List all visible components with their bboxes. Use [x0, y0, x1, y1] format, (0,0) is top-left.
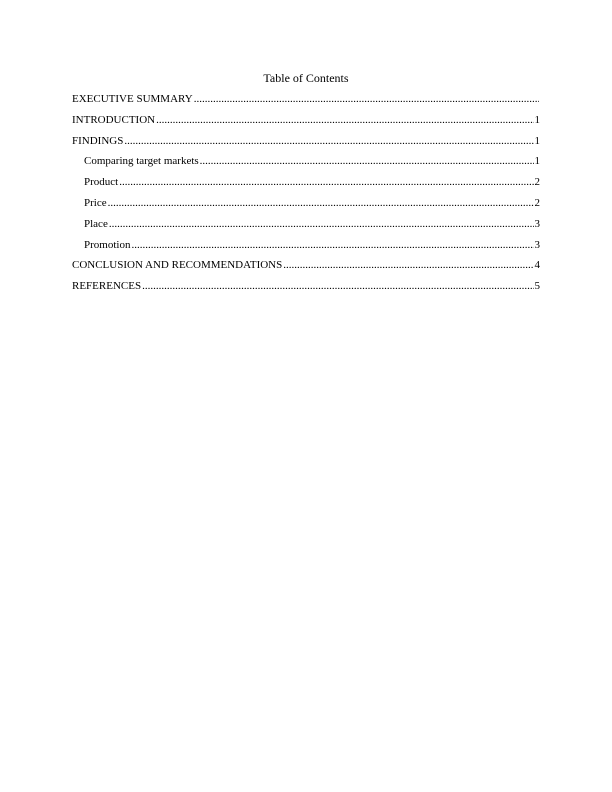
- toc-entry-label: Place: [84, 217, 108, 230]
- toc-entry-page-number: 3: [534, 217, 540, 230]
- toc-entry-page-number: 3: [534, 238, 540, 251]
- toc-entry-introduction[interactable]: [72, 113, 540, 134]
- toc-entry-label: EXECUTIVE SUMMARY: [72, 93, 193, 105]
- toc-entry-page-number: 2: [534, 176, 540, 189]
- toc-entry-label: FINDINGS: [72, 134, 124, 147]
- toc-title: Table of Contents: [263, 71, 349, 85]
- dot-leader: [200, 154, 534, 168]
- toc-entry-page-number: 5: [534, 280, 540, 293]
- toc-entry-label: Price: [84, 196, 107, 209]
- toc-entry-page-number: 4: [534, 259, 540, 272]
- toc-entry-executive-summary[interactable]: [72, 92, 540, 113]
- toc-entry-page-number: 1: [534, 113, 540, 126]
- dot-leader: [156, 113, 533, 127]
- dot-leader: [109, 217, 534, 231]
- toc-entry-findings[interactable]: [72, 134, 540, 155]
- toc-entry-place[interactable]: [72, 217, 540, 238]
- table-of-contents: [72, 92, 540, 300]
- dot-leader: [119, 175, 533, 189]
- toc-entry-conclusion-and-recommendations[interactable]: [72, 258, 540, 279]
- toc-entry-label: Promotion: [84, 238, 131, 251]
- dot-leader: [194, 92, 539, 106]
- toc-entry-promotion[interactable]: [72, 238, 540, 259]
- toc-entry-comparing-target-markets[interactable]: [72, 154, 540, 175]
- toc-entry-label: Product: [84, 176, 119, 189]
- toc-entry-product[interactable]: [72, 175, 540, 196]
- toc-entry-references[interactable]: [72, 279, 540, 300]
- dot-leader: [108, 196, 534, 210]
- toc-entry-label: CONCLUSION AND RECOMMENDATIONS: [72, 259, 283, 272]
- dot-leader: [283, 258, 533, 272]
- toc-entry-page-number: 1: [534, 155, 540, 168]
- dot-leader: [142, 279, 533, 293]
- dot-leader: [131, 238, 533, 252]
- toc-entry-label: Comparing target markets: [84, 155, 199, 168]
- toc-entry-page-number: 2: [534, 196, 540, 209]
- toc-entry-price[interactable]: [72, 196, 540, 217]
- toc-entry-label: INTRODUCTION: [72, 113, 156, 126]
- toc-entry-label: REFERENCES: [72, 280, 142, 293]
- toc-entry-page-number: 1: [534, 134, 540, 147]
- dot-leader: [124, 134, 533, 148]
